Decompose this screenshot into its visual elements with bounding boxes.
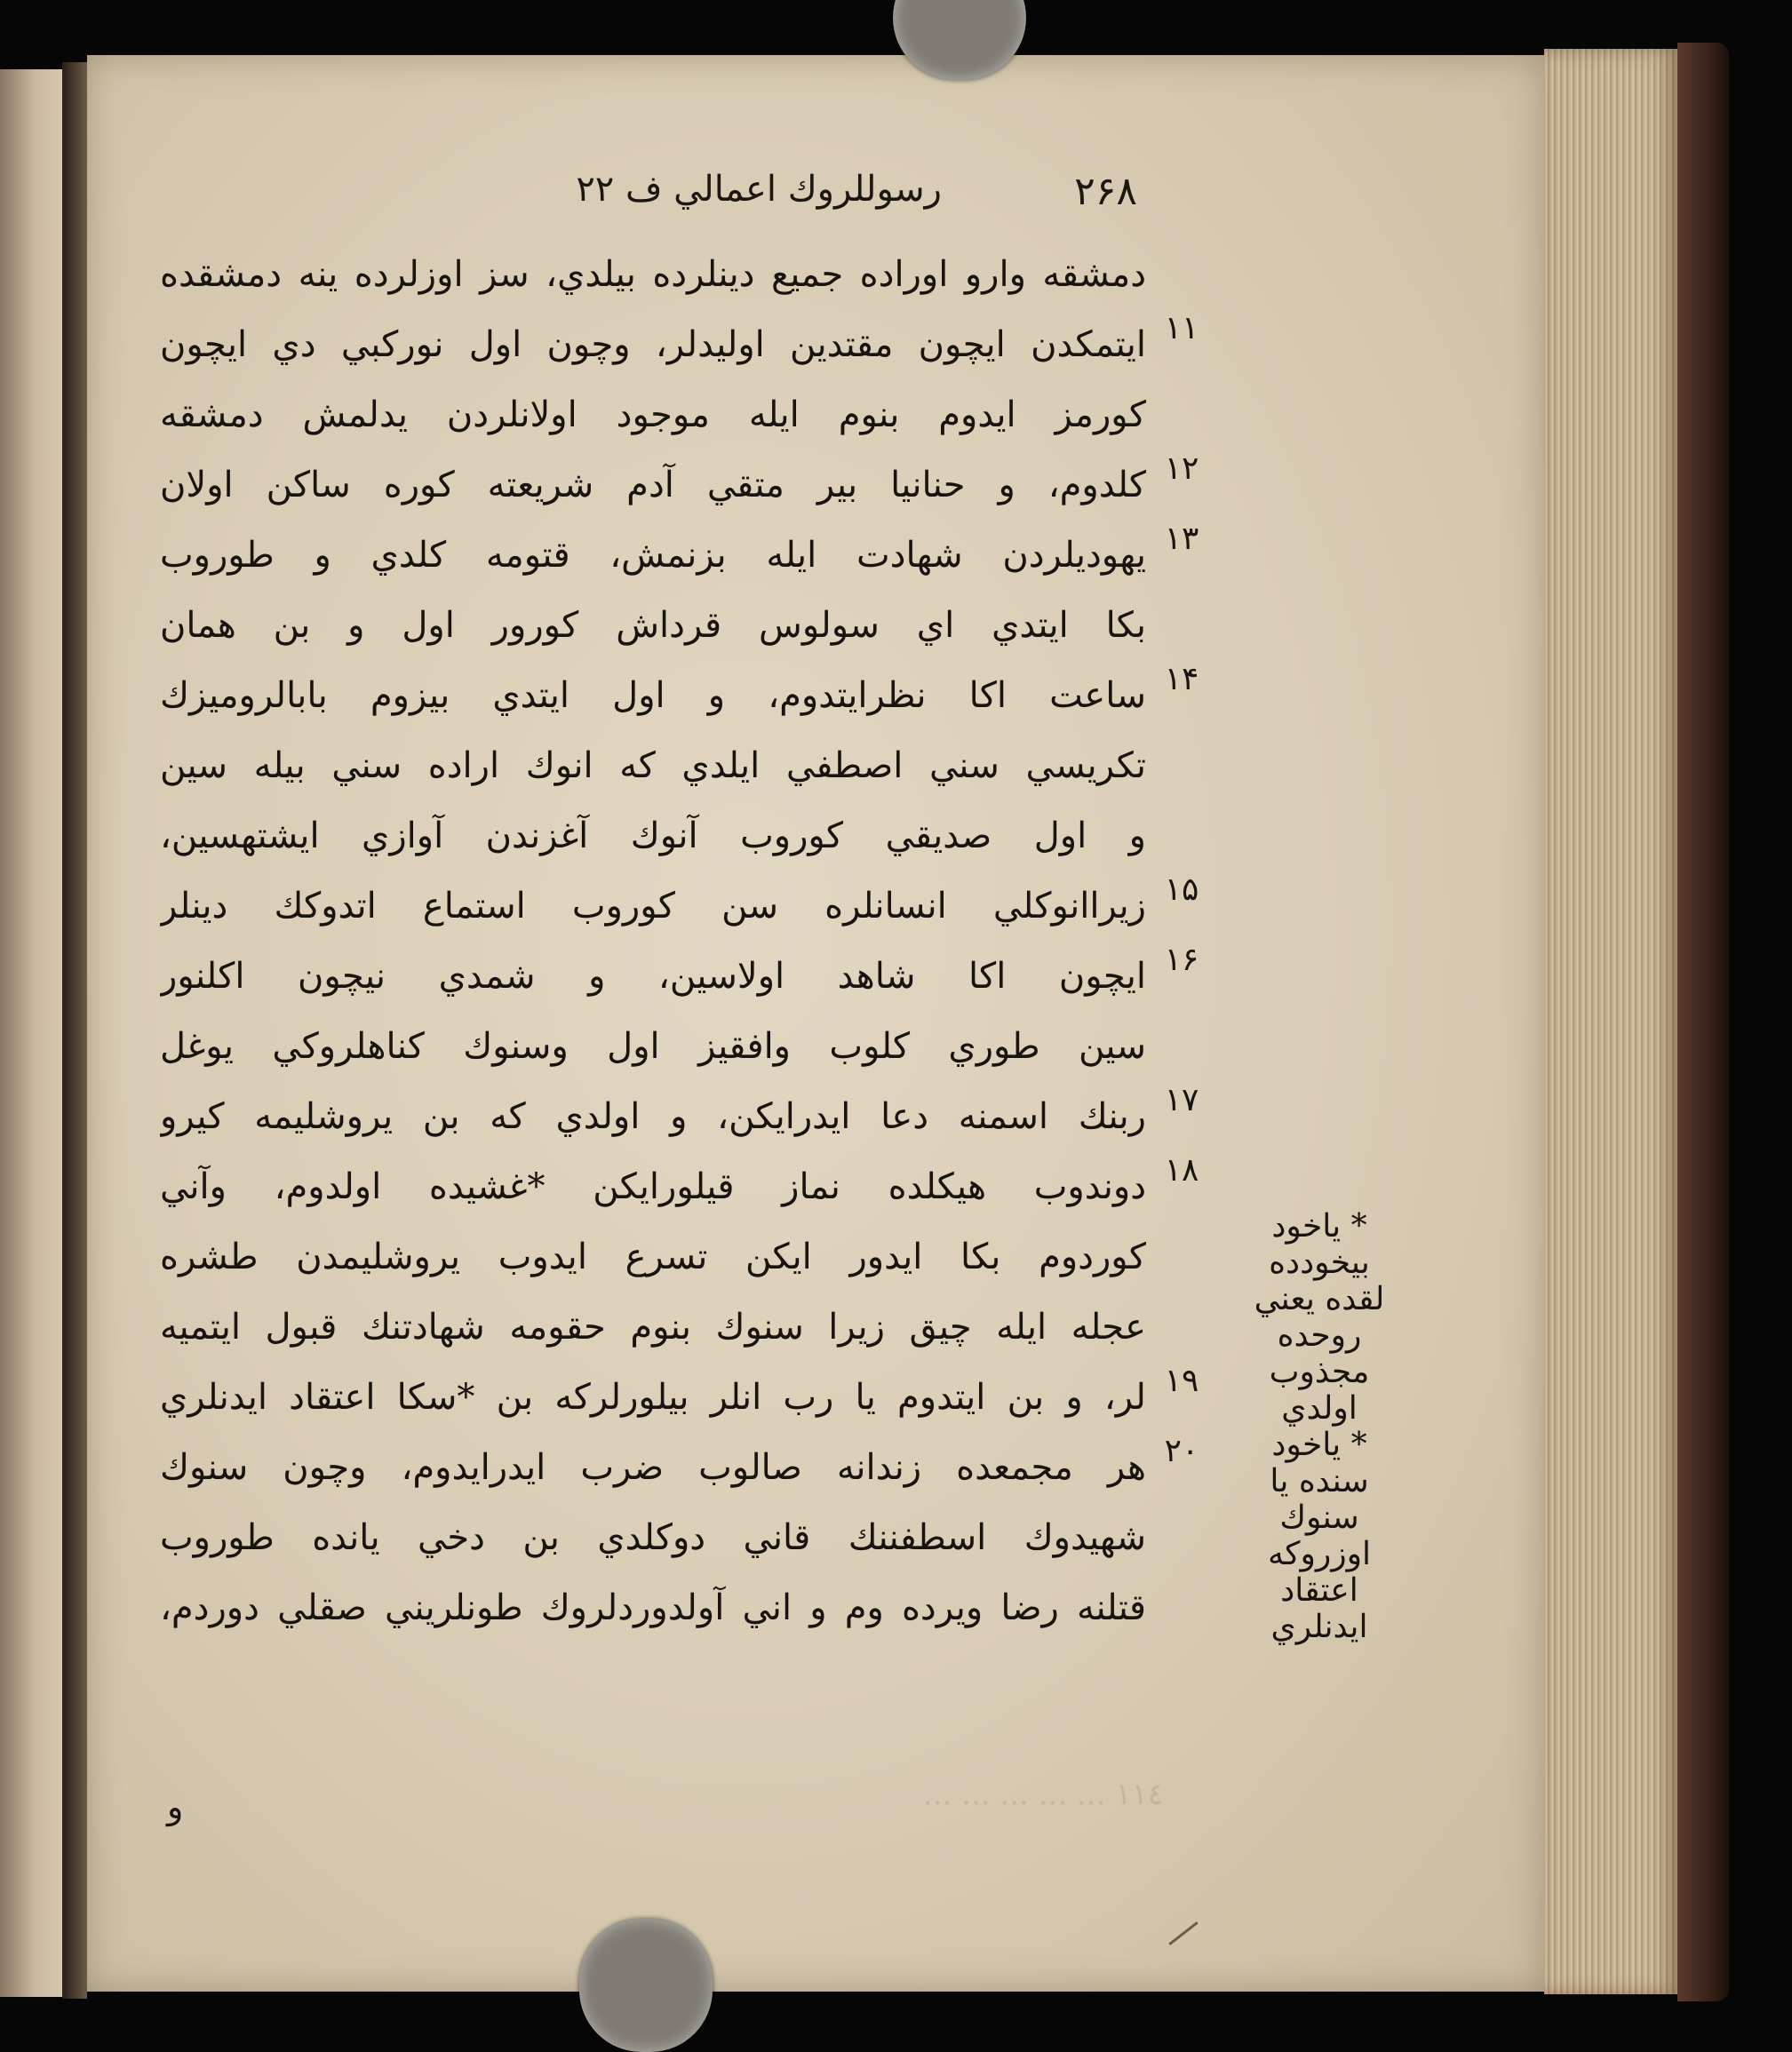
text-line: قتلنه رضا ويرده وم و اني آولدوردلروك طونلريني صقلي دوردم، — [160, 1587, 1146, 1628]
folio-number: ۲۶۸ — [1074, 169, 1137, 214]
margin-note-line: * ياخود — [1271, 1427, 1367, 1463]
verse-number: ۱۱ — [1164, 310, 1199, 346]
margin-note-line: لقده يعني — [1254, 1281, 1385, 1317]
margin-note-line: اعتقاد — [1280, 1572, 1358, 1609]
margin-note-line: اوزروكه — [1268, 1536, 1371, 1572]
text-line: تكريسي سني اصطفي ايلدي كه انوك اراده سني بيله سين — [160, 745, 1146, 786]
text-line: دوندوب هيكلده نماز قيلورايكن *غشيده اولدوم، وآني — [160, 1166, 1146, 1207]
spine-gutter — [62, 62, 87, 1999]
text-line: كوردوم بكا ايدور ايكن تسرع ايدوب يروشليمدن طشره — [160, 1237, 1146, 1277]
margin-note-line: سنوك — [1279, 1499, 1359, 1536]
text-line: زيراانوكلي انسانلره سن كوروب استماع اتدوكك دينلر — [160, 886, 1146, 927]
text-line: ساعت اكا نظرايتدوم، و اول ايتدي بيزوم بابالروميزك — [160, 675, 1146, 716]
margin-note-line: * ياخود — [1271, 1208, 1367, 1245]
catchword: و — [167, 1787, 184, 1826]
margin-note — [1222, 1208, 1417, 1645]
margin-note-line: بيخودده — [1269, 1245, 1370, 1281]
verse-number: ۱۴ — [1164, 661, 1199, 697]
text-line: كلدوم، و حنانيا بير متقي آدم شريعته كوره ساكن اولان — [160, 465, 1146, 505]
text-line: هر مجمعده زندانه صالوب ضرب ايدرايدوم، وچون سنوك — [160, 1447, 1146, 1488]
left-page-edge — [0, 69, 65, 1997]
text-line: عجله ايله چيق زيرا سنوك بنوم حقومه شهادتنك قبول ايتميه — [160, 1307, 1146, 1348]
running-title: رسوللروك اعمالي ف ۲۲ — [576, 169, 942, 210]
bleed-through-text: ١١٤ ... ... ... ... ... — [923, 1777, 1164, 1812]
page-header — [409, 169, 1137, 222]
margin-note-line: اولدي — [1281, 1390, 1358, 1427]
text-line: شهيدوك اسطفننك قاني دوكلدي بن دخي يانده طوروب — [160, 1517, 1146, 1558]
verse-number: ۱۸ — [1164, 1152, 1199, 1189]
margin-note-line: سنده يا — [1270, 1463, 1369, 1499]
text-line: بكا ايتدي اي سولوس قرداش كورور اول و بن همان — [160, 605, 1146, 646]
text-line: و اول صديقي كوروب آنوك آغزندن آوازي ايشتهسين، — [160, 815, 1146, 856]
verse-number: ۱۵ — [1164, 871, 1199, 908]
page-block-edges — [1544, 49, 1677, 1994]
text-line: كورمز ايدوم بنوم ايله موجود اولانلردن يدلمش دمشقه — [160, 394, 1146, 435]
text-line: يهوديلردن شهادت ايله بزنمش، قتومه كلدي و طوروب — [160, 535, 1146, 576]
verse-number: ۱۹ — [1164, 1363, 1199, 1399]
margin-note-line: ايدنلري — [1270, 1609, 1368, 1645]
verse-number: ۲۰ — [1164, 1433, 1199, 1469]
text-line: ايتمكدن ايچون مقتدين اوليدلر، وچون اول نوركبي دي ايچون — [160, 324, 1146, 365]
verse-number: ۱۶ — [1164, 942, 1199, 978]
book-cover — [1677, 43, 1729, 2001]
margin-note-line: مجذوب — [1269, 1354, 1370, 1390]
text-line: لر، و بن ايتدوم يا رب انلر بيلورلركه بن *سكا اعتقاد ايدنلري — [160, 1377, 1146, 1418]
margin-note-line: روحده — [1277, 1317, 1362, 1354]
verse-number: ۱۳ — [1164, 521, 1199, 557]
text-line: سين طوري كلوب وافقيز اول وسنوك كناهلروكي يوغل — [160, 1026, 1146, 1067]
bottom-clip — [579, 1919, 713, 2052]
text-line: ربنك اسمنه دعا ايدرايكن، و اولدي كه بن يروشليمه كيرو — [160, 1096, 1146, 1137]
main-text-block — [160, 240, 1146, 1643]
text-line: ايچون اكا شاهد اولاسين، و شمدي نيچون اكلنور — [160, 956, 1146, 997]
verse-number: ۱۷ — [1164, 1082, 1199, 1118]
text-line: دمشقه وارو اوراده جميع دينلرده بيلدي، سز اوزلرده ينه دمشقده — [160, 254, 1146, 295]
verse-number: ۱۲ — [1164, 450, 1199, 487]
